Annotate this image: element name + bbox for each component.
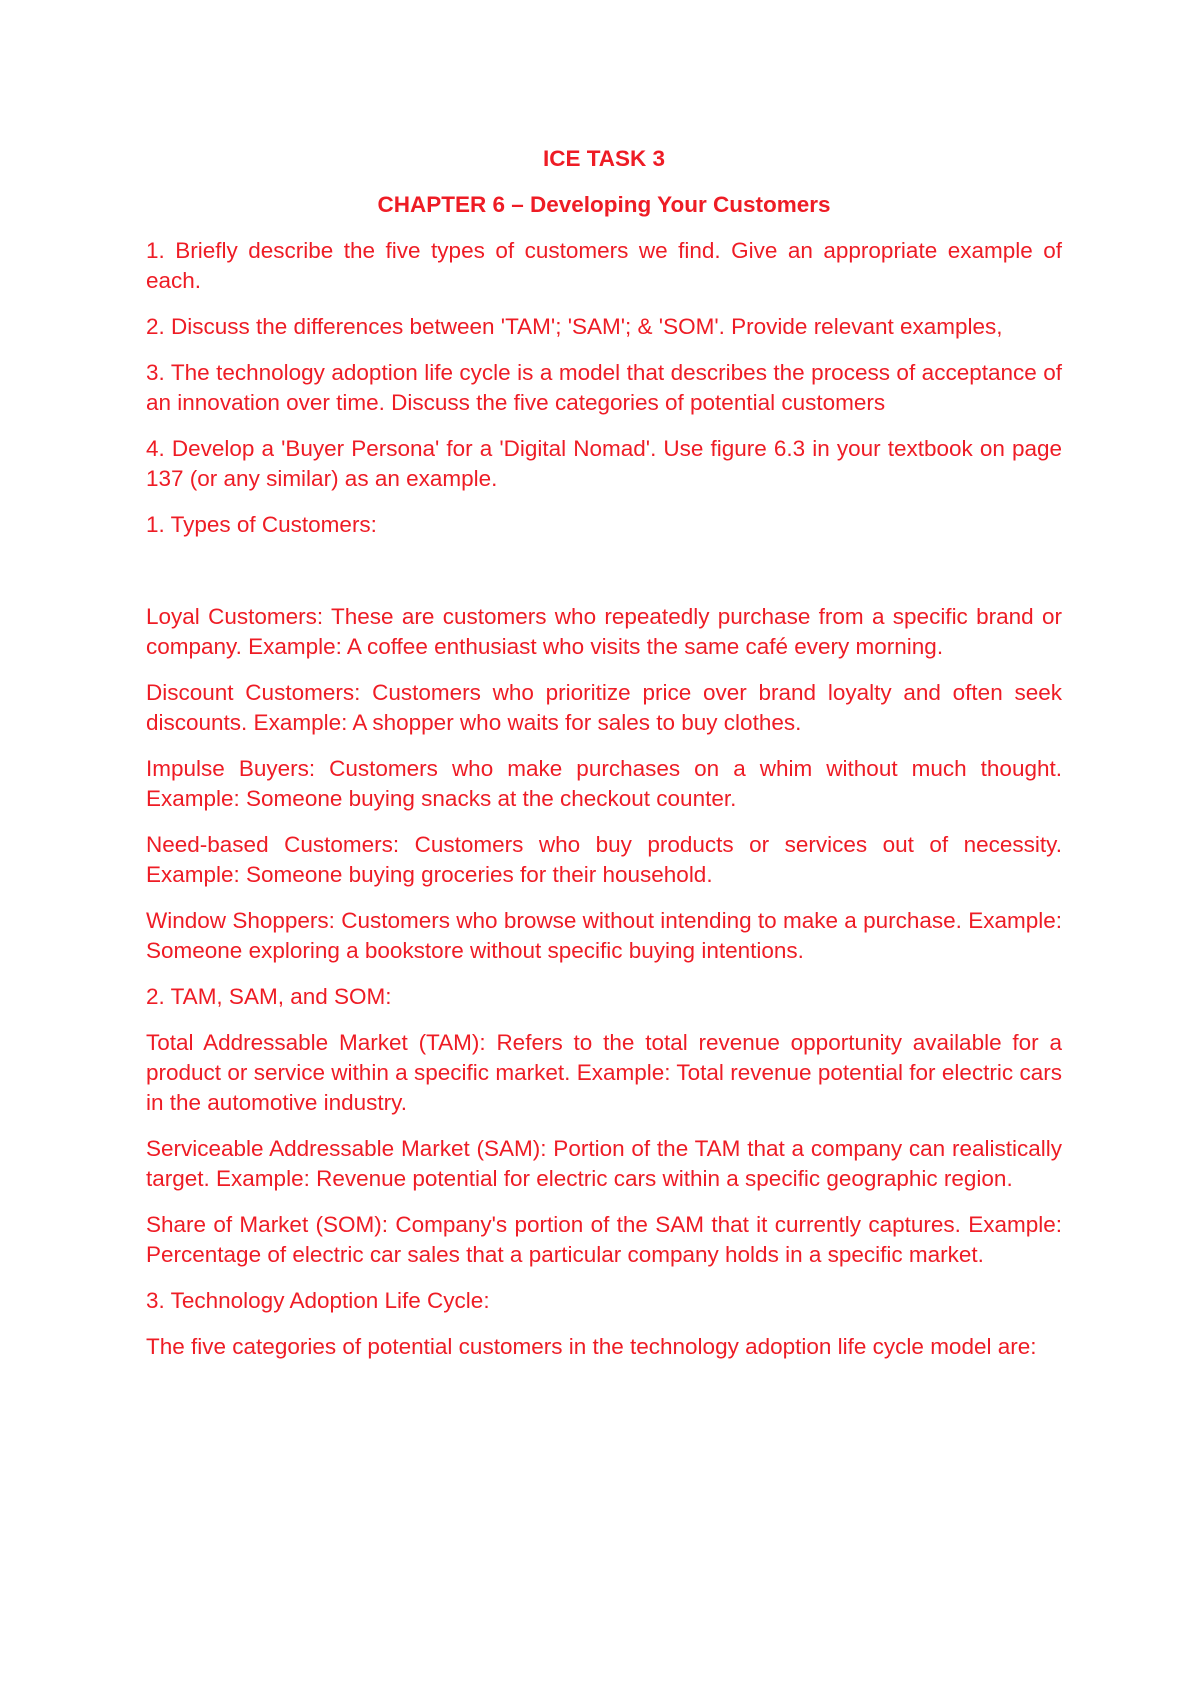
customer-type-window-shoppers: Window Shoppers: Customers who browse without intending to make a purchase. Example: Someone exploring a bookstore without specific buying intentions.: [146, 908, 1062, 963]
document-subtitle: CHAPTER 6 – Developing Your Customers: [377, 192, 831, 217]
section-3-intro: The five categories of potential customers in the technology adoption life cycle model are:: [146, 1334, 1037, 1359]
document-body: [146, 144, 1062, 1378]
market-sam: Serviceable Addressable Market (SAM): Portion of the TAM that a company can realistically target. Example: Revenue potential for electric cars within a specific geographic region.: [146, 1136, 1062, 1191]
section-2-heading: 2. TAM, SAM, and SOM:: [146, 984, 392, 1009]
market-som: Share of Market (SOM): Company's portion of the SAM that it currently captures. Example: Percentage of electric car sales that a particular company holds in a specific market.: [146, 1212, 1062, 1267]
customer-type-need-based: Need-based Customers: Customers who buy products or services out of necessity. Example: Someone buying groceries for their household.: [146, 832, 1062, 887]
question-2: 2. Discuss the differences between 'TAM'; 'SAM'; & 'SOM'. Provide relevant examples,: [146, 314, 1003, 339]
market-tam: Total Addressable Market (TAM): Refers to the total revenue opportunity available for a product or service within a specific market. Example: Total revenue potential for electric cars in the automotive industry.: [146, 1030, 1062, 1115]
section-1-heading: 1. Types of Customers:: [146, 512, 377, 537]
document-title: ICE TASK 3: [542, 146, 666, 171]
blank-line: [146, 556, 1062, 602]
customer-type-loyal: Loyal Customers: These are customers who repeatedly purchase from a specific brand or company. Example: A coffee enthusiast who visits the same café every morning.: [146, 604, 1062, 659]
customer-type-impulse: Impulse Buyers: Customers who make purchases on a whim without much thought. Example: Someone buying snacks at the checkout counter.: [146, 756, 1062, 811]
question-1: 1. Briefly describe the five types of customers we find. Give an appropriate example of each.: [146, 238, 1062, 293]
question-4: 4. Develop a 'Buyer Persona' for a 'Digital Nomad'. Use figure 6.3 in your textbook on page 137 (or any similar) as an example.: [146, 436, 1062, 491]
section-3-heading: 3. Technology Adoption Life Cycle:: [146, 1288, 490, 1313]
question-3: 3. The technology adoption life cycle is a model that describes the process of acceptance of an innovation over time. Discuss the five categories of potential customers: [146, 360, 1062, 415]
customer-type-discount: Discount Customers: Customers who prioritize price over brand loyalty and often seek discounts. Example: A shopper who waits for sales to buy clothes.: [146, 680, 1062, 735]
